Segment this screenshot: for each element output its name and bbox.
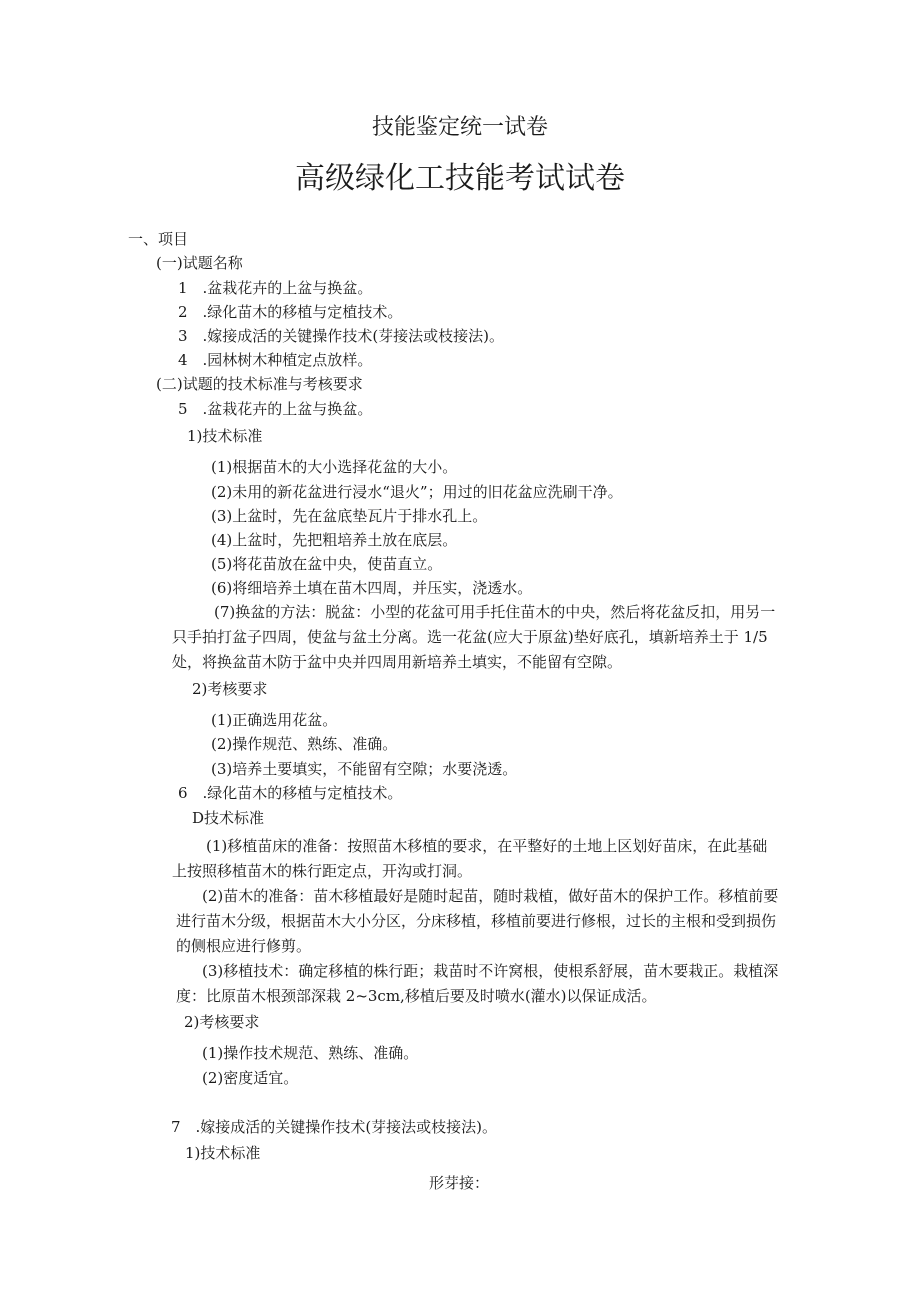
paragraph-line: 只手拍打盆子四周，使盆与盆土分离。选一花盆(应大于原盆)垫好底孔，填新培养土于 1/5 bbox=[172, 628, 768, 646]
requirement-heading: 2)考核要求 bbox=[192, 680, 268, 698]
requirement-item: (2)密度适宜。 bbox=[202, 1069, 299, 1087]
paragraph-line: 度：比原苗木根颈部深栽 2~3cm,移植后要及时喷水(灌水)以保证成活。 bbox=[176, 987, 657, 1005]
standard-item: (5)将花苗放在盆中央，使苗直立。 bbox=[211, 555, 443, 573]
standard-heading: 1)技术标准 bbox=[187, 427, 263, 445]
standard-item: (3)上盆时，先在盆底垫瓦片于排水孔上。 bbox=[211, 507, 488, 525]
list-item: 4 .园林树木种植定点放样。 bbox=[178, 351, 373, 369]
standard-paragraph bbox=[172, 600, 792, 675]
paragraph-line: 的侧根应进行修剪。 bbox=[176, 937, 312, 955]
requirement-item: (1)正确选用花盆。 bbox=[211, 711, 338, 729]
standard-paragraph bbox=[172, 834, 792, 884]
standard-paragraph bbox=[176, 959, 792, 1009]
paragraph-line: 上按照移植苗木的株行距定点，开沟或打洞。 bbox=[172, 862, 473, 880]
paragraph-line: 处，将换盆苗木防于盆中央并四周用新培养土填实，不能留有空隙。 bbox=[172, 653, 623, 671]
section-heading: 一、项目 bbox=[128, 230, 189, 248]
standard-paragraph bbox=[176, 884, 792, 959]
standard-item: (6)将细培养土填在苗木四周，并压实，浇透水。 bbox=[211, 579, 533, 597]
exam-subtitle: 技能鉴定统一试卷 bbox=[371, 115, 548, 140]
part2-heading: (二)试题的技术标准与考核要求 bbox=[156, 375, 363, 393]
standard-heading: D技术标准 bbox=[192, 809, 265, 827]
paragraph-line: (7)换盆的方法：脱盆：小型的花盆可用手托住苗木的中央，然后将花盆反扣，用另一 bbox=[214, 603, 776, 621]
list-item: 3 .嫁接成活的关键操作技术(芽接法或枝接法)。 bbox=[178, 327, 505, 345]
paragraph-line: 进行苗木分级，根据苗木大小分区，分床移植，移植前要进行修根，过长的主根和受到损伤 bbox=[176, 912, 777, 930]
question-title: 7 .嫁接成活的关键操作技术(芽接法或枝接法)。 bbox=[171, 1118, 498, 1136]
subsection-heading: 形芽接： bbox=[429, 1174, 490, 1192]
paragraph-line: (1)移植苗床的准备：按照苗木移植的要求，在平整好的土地上区划好苗床，在此基础 bbox=[206, 837, 768, 855]
exam-title: 高级绿化工技能考试试卷 bbox=[295, 161, 625, 196]
standard-item: (2)未用的新花盆进行浸水“退火”；用过的旧花盆应洗刷干净。 bbox=[211, 483, 623, 501]
requirement-item: (3)培养土要填实，不能留有空隙；水要浇透。 bbox=[211, 760, 518, 778]
requirement-item: (1)操作技术规范、熟练、准确。 bbox=[202, 1044, 419, 1062]
list-item: 2 .绿化苗木的移植与定植技术。 bbox=[178, 303, 403, 321]
question-title: 6 .绿化苗木的移植与定植技术。 bbox=[178, 784, 403, 802]
list-item: 1 .盆栽花卉的上盆与换盆。 bbox=[178, 279, 373, 297]
paragraph-line: (2)苗木的准备：苗木移植最好是随时起苗，随时栽植，做好苗木的保护工作。移植前要 bbox=[202, 887, 779, 905]
standard-item: (1)根据苗木的大小选择花盆的大小。 bbox=[211, 458, 458, 476]
standard-item: (4)上盆时，先把粗培养土放在底层。 bbox=[211, 531, 458, 549]
part1-heading: (一)试题名称 bbox=[156, 254, 243, 272]
standard-heading: 1)技术标准 bbox=[185, 1144, 261, 1162]
requirement-heading: 2)考核要求 bbox=[184, 1013, 260, 1031]
requirement-item: (2)操作规范、熟练、准确。 bbox=[211, 735, 398, 753]
paragraph-line: (3)移植技术：确定移植的株行距；栽苗时不许窝根，使根系舒展，苗木要栽正。栽植深 bbox=[202, 962, 779, 980]
question-title: 5 .盆栽花卉的上盆与换盆。 bbox=[178, 400, 373, 418]
